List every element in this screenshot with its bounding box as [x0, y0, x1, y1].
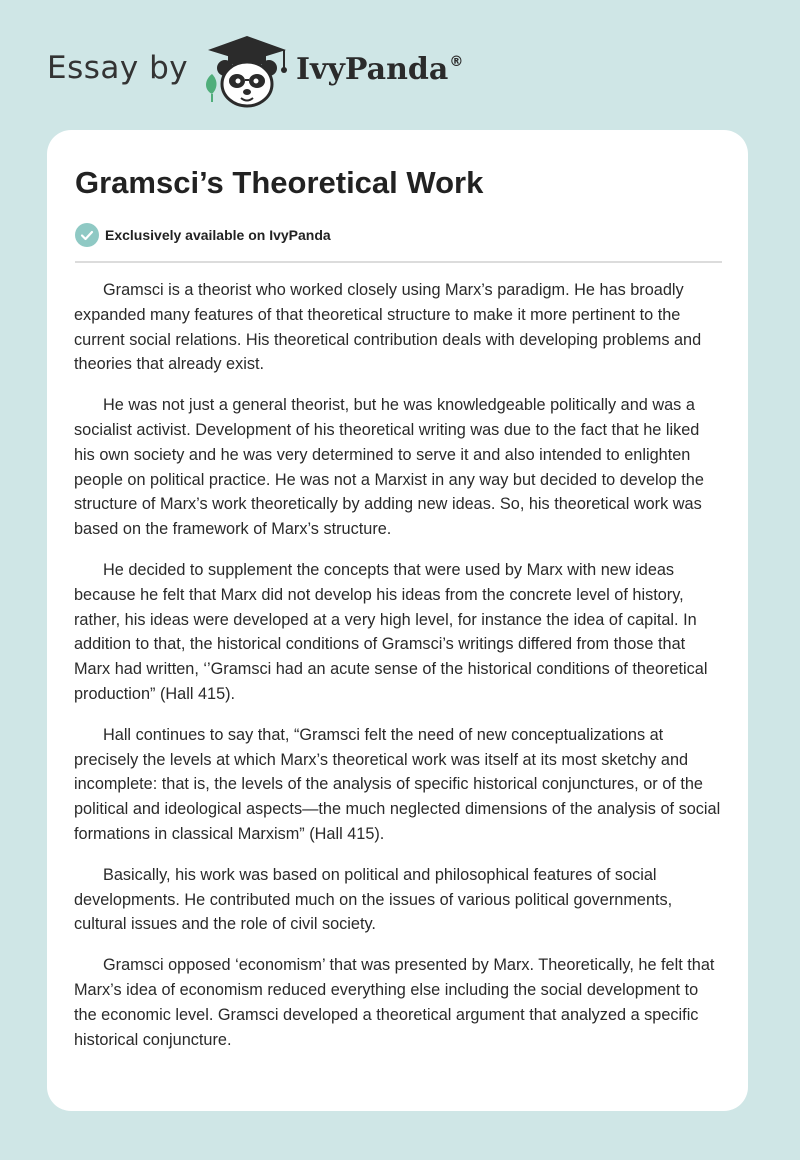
essay-body	[74, 278, 724, 1068]
paragraph: Hall continues to say that, “Gramsci felt the need of new conceptualizations at precisely the levels at which Marx’s theoretical work was itself at its most sketchy and incomplete: that is, the levels of the analysis of specific historical conjunctures, or of the political and ideological aspects—the much neglected dimensions of the analysis of social formations in classical Marxism” (Hall 415).	[74, 725, 721, 843]
essay-by-label: Essay by	[47, 50, 189, 86]
exclusive-badge-label: Exclusively available on IvyPanda	[105, 227, 331, 243]
check-circle-icon	[75, 223, 99, 247]
site-header	[0, 0, 800, 130]
paragraph: Gramsci is a theorist who worked closely using Marx’s paradigm. He has broadly expanded many features of that theoretical structure to make it more pertinent to the current social relations. His theoretical contribution deals with developing problems and theories that already exist.	[74, 281, 702, 374]
essay-card	[47, 130, 748, 1111]
paragraph: Gramsci opposed ‘economism’ that was presented by Marx. Theoretically, he felt that Marx’s idea of economism reduced everything else including the social development to the economic level. Gramsci developed a theoretical argument that analyzed a specific historical conjuncture.	[74, 956, 715, 1049]
page-title: Gramsci’s Theoretical Work	[75, 165, 484, 200]
brand-name: IvyPanda®	[296, 52, 464, 87]
paragraph: Basically, his work was based on political and philosophical features of social developments. He contributed much on the issues of various political governments, cultural issues and the role of civil society.	[74, 865, 673, 934]
paragraph: He decided to supplement the concepts that were used by Marx with new ideas because he felt that Marx did not develop his ideas from the concrete level of history, rather, his ideas were developed at a very high level, for instance the idea of capital. In addition to that, the historical conditions of Gramsci’s writings differed from those that Marx had written, ‘’Gramsci had an acute sense of the historical conditions of theoretical production” (Hall 415).	[74, 560, 708, 703]
paragraph: He was not just a general theorist, but he was knowledgeable politically and was a socialist activist. Development of his theoretical writing was due to the fact that he liked his own society and he was very determined to serve it and also intended to enlighten people on political practice. He was not a Marxist in any way but decided to develop the structure of Marx’s work theoretically by adding new ideas. So, his theoretical work was based on the framework of Marx’s structure.	[74, 396, 704, 539]
panda-logo-icon	[198, 32, 296, 110]
title-divider	[75, 261, 722, 263]
exclusive-badge	[75, 222, 331, 248]
